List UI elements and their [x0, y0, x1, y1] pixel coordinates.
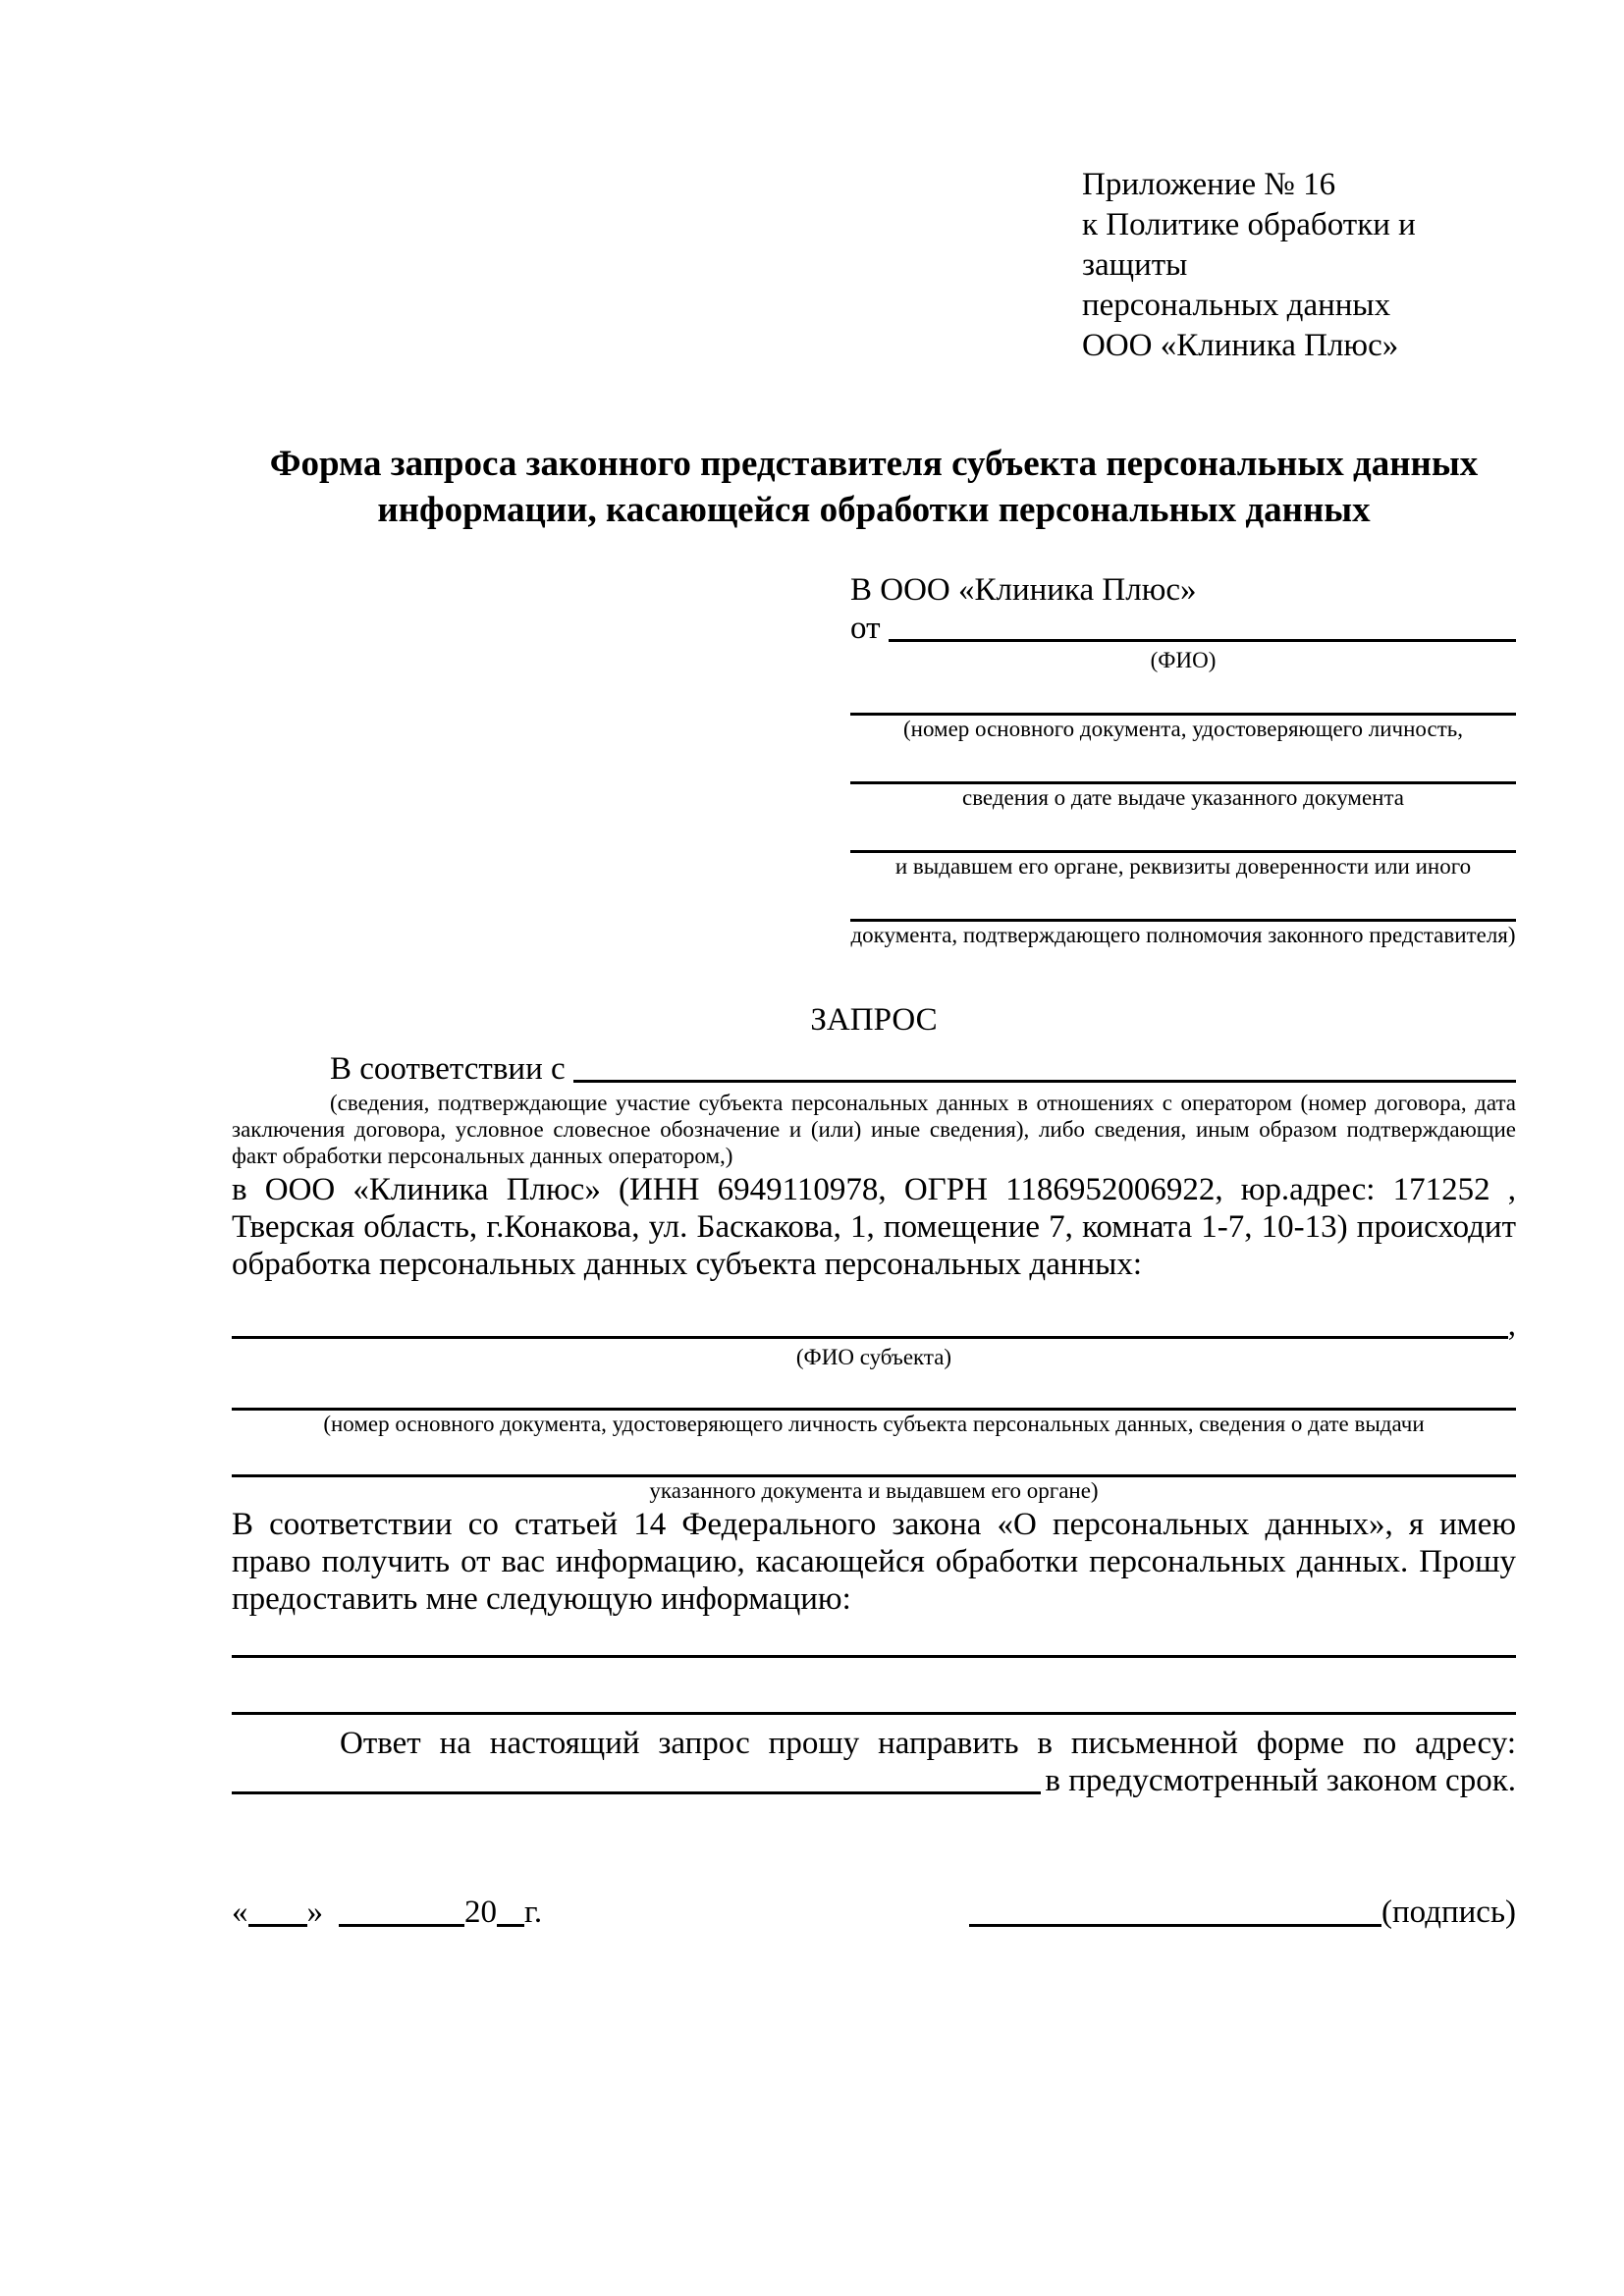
appendix-header-line-2: к Политике обработки и защиты [1082, 207, 1416, 283]
field-caption: сведения о дате выдаче указанного документа [961, 785, 1405, 810]
addressee-from-row [850, 610, 1516, 647]
footer-row [232, 1894, 1516, 1931]
year-prefix: 20 [464, 1895, 497, 1930]
document-title-line-2: информации, касающейся обработки персональных данных [377, 490, 1371, 530]
fio-caption: (ФИО) [1150, 648, 1217, 672]
operator-paragraph: в ООО «Клиника Плюс» (ИНН 6949110978, ОГРН 1186952006922, юр.адрес: 171252 , Тверская область, г.Конакова, ул. Баскакова, 1, помещение 7, комната 1-7, 10-13) происходит обработка персональных данных субъекта персональных данных: [232, 1172, 1516, 1282]
accordance-blank-line [573, 1080, 1516, 1083]
reply-paragraph: Ответ на настоящий запрос прошу направить в письменной форме по адресу: [340, 1726, 1516, 1761]
signature-caption: (подпись) [1381, 1895, 1516, 1930]
representative-document-field [850, 781, 1516, 811]
accordance-label: В соответствии с [330, 1051, 566, 1087]
law-paragraph: В соответствии со статьей 14 Федерального закона «О персональных данных», я имею право получить от вас информацию, касающейся обработки персональных данных. Прошу предоставить мне следующую информацию: [232, 1507, 1516, 1617]
document-content [232, 0, 1516, 1931]
subject-fio-comma: , [1507, 1308, 1516, 1343]
addressee-block [850, 570, 1516, 948]
subject-document-caption-2: указанного документа и выдавшем его органе) [649, 1478, 1099, 1503]
year-blank [497, 1895, 524, 1927]
information-blank-line [232, 1712, 1516, 1715]
appendix-header [1082, 165, 1516, 366]
signature-blank [969, 1895, 1381, 1927]
appendix-header-line-1: Приложение № 16 [1082, 167, 1336, 202]
day-blank [248, 1895, 307, 1927]
subject-document-caption-1: (номер основного документа, удостоверяющего личность субъекта персональных данных, сведения о дате выдачи [323, 1412, 1425, 1436]
date-close-quote: » [306, 1895, 323, 1930]
date-open-quote: « [232, 1895, 248, 1930]
month-blank [339, 1895, 464, 1927]
reply-address-blank-line [232, 1791, 1041, 1794]
information-blank-line [232, 1655, 1516, 1658]
field-caption: документа, подтверждающего полномочия законного представителя) [850, 923, 1516, 947]
subject-fio-caption: (ФИО субъекта) [795, 1345, 952, 1369]
addressee-organization: В ООО «Клиника Плюс» [850, 572, 1197, 608]
reply-tail-text: в предусмотренный законом срок. [1045, 1763, 1516, 1798]
reply-address-row [232, 1762, 1516, 1799]
appendix-header-line-4: ООО «Клиника Плюс» [1082, 328, 1399, 363]
request-heading: ЗАПРОС [810, 1002, 938, 1038]
document-title-line-1: Форма запроса законного представителя субъекта персональных данных [269, 444, 1479, 484]
date-line [232, 1894, 542, 1931]
subject-fio-row [232, 1307, 1516, 1344]
year-suffix: г. [524, 1895, 543, 1930]
appendix-header-line-3: персональных данных [1082, 288, 1391, 323]
representative-document-field [850, 919, 1516, 948]
field-caption: (номер основного документа, удостоверяющего личность, [902, 717, 1463, 741]
field-caption: и выдавшем его органе, реквизиты доверенности или иного [894, 854, 1472, 879]
fio-blank-line [889, 639, 1517, 642]
representative-document-field [850, 713, 1516, 742]
signature-line [969, 1894, 1516, 1931]
from-label: от [850, 611, 881, 646]
subject-fio-blank-line [232, 1336, 1508, 1339]
accordance-caption: (сведения, подтверждающие участие субъекта персональных данных в отношениях с оператором (номер договора, дата заключения договора, условное словесное обозначение и (или) иные сведения), либо сведения, иным образом подтверждающие факт обработки персональных данных оператором,) [232, 1091, 1516, 1168]
document-title [232, 441, 1516, 533]
representative-document-field [850, 850, 1516, 880]
accordance-row [232, 1050, 1516, 1088]
